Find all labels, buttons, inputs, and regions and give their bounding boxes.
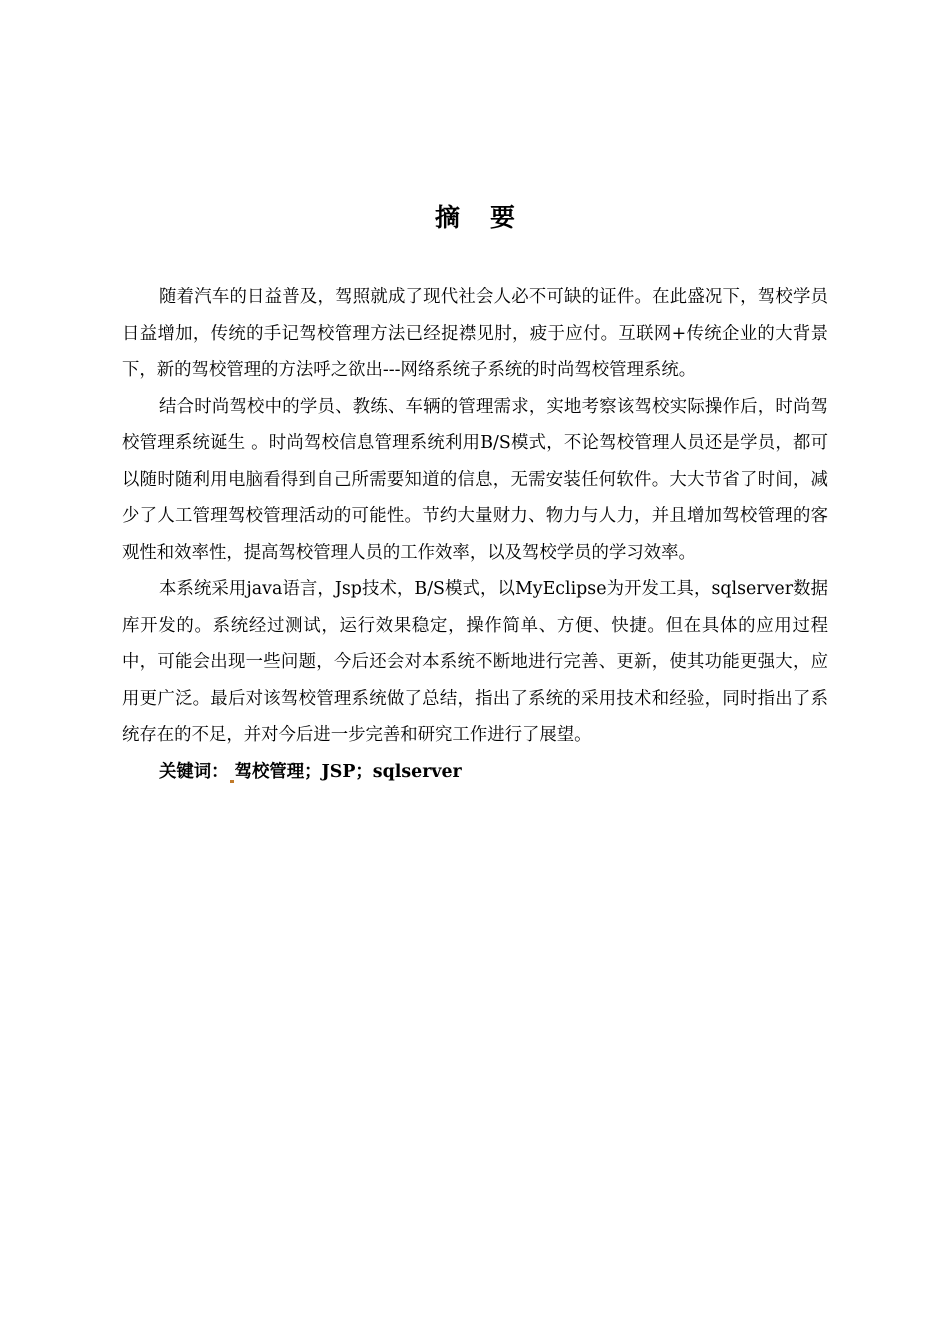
abstract-body [122, 279, 828, 790]
abstract-paragraph-3: 本系统采用java语言，Jsp技术，B/S模式，以MyEclipse为开发工具，sqlserver数据库开发的。系统经过测试，运行效果稳定，操作简单、方便、快捷。但在具体的应用过程中，可能会出现一些问题，今后还会对本系统不断地进行完善、更新，使其功能更强大，应用更广泛。最后对该驾校管理系统做了总结，指出了系统的采用技术和经验，同时指出了系统存在的不足，并对今后进一步完善和研究工作进行了展望。 [122, 579, 828, 745]
abstract-title [0, 198, 950, 238]
keywords-values: 驾校管理；JSP；sqlserver [234, 761, 462, 782]
abstract-paragraph-1: 随着汽车的日益普及，驾照就成了现代社会人必不可缺的证件。在此盛况下，驾校学员日益增加，传统的手记驾校管理方法已经捉襟见肘，疲于应付。互联网+传统企业的大背景下，新的驾校管理的方法呼之欲出---网络系统子系统的时尚驾校管理系统。 [122, 287, 828, 380]
abstract-paragraph-2: 结合时尚驾校中的学员、教练、车辆的管理需求，实地考察该驾校实际操作后，时尚驾校管理系统诞生 。时尚驾校信息管理系统利用B/S模式，不论驾校管理人员还是学员，都可以随时随利用电脑看得到自己所需要知道的信息，无需安装任何软件。大大节省了时间，减少了人工管理驾校管理活动的可能性。节约大量财力、物力与人力，并且增加驾校管理的客观性和效率性，提高驾校管理人员的工作效率，以及驾校学员的学习效率。 [122, 396, 828, 563]
keywords-line [122, 754, 828, 791]
abstract-title-char-2: 要 [490, 203, 516, 232]
keywords-label: 关键词： [159, 761, 229, 782]
abstract-title-char-1: 摘 [434, 203, 460, 232]
